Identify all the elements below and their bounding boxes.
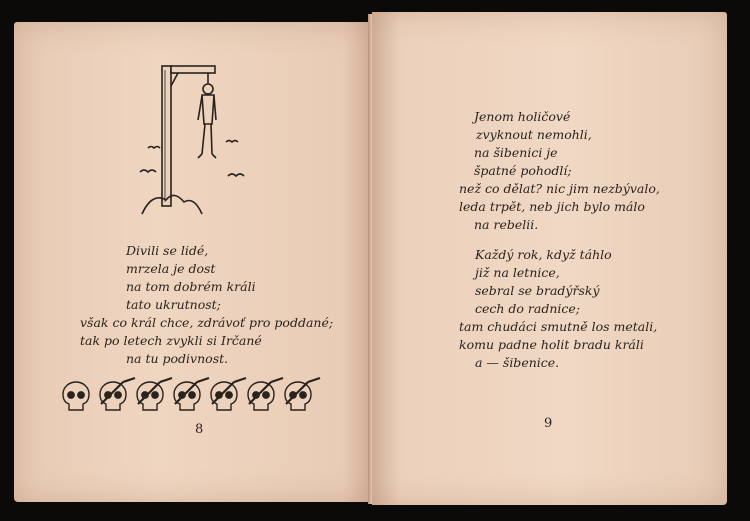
- skull-icon: [285, 378, 320, 410]
- page-number: 9: [544, 416, 553, 431]
- verse-line: sebral se bradýřský: [475, 283, 600, 298]
- verse-line: na tom dobrém králi: [126, 279, 256, 294]
- page-number: 8: [195, 422, 204, 437]
- verse-line: již na letnice,: [475, 265, 560, 280]
- gallows-illustration: [132, 62, 252, 222]
- verse-line: zvyknout nemohli,: [476, 127, 592, 142]
- skulls-border-illustration: [58, 370, 328, 420]
- stanza-1: [459, 108, 660, 234]
- verse-line: však co král chce, zdrávoť pro poddané;: [80, 315, 334, 330]
- stanza-2: [459, 246, 658, 372]
- verse-line: Divili se lidé,: [126, 243, 209, 258]
- verse-line: na rebelii.: [474, 217, 539, 232]
- verse-line: špatné pohodlí;: [474, 163, 572, 178]
- skull-icon: [248, 378, 283, 410]
- verse-line: na šibenici je: [474, 145, 558, 160]
- verse-line: a — šibenice.: [475, 355, 560, 370]
- verse-line: Jenom holičové: [474, 109, 571, 124]
- verse-line: cech do radnice;: [475, 301, 581, 316]
- right-page: [372, 12, 727, 505]
- verse-line: než co dělat? nic jim nezbývalo,: [459, 181, 660, 196]
- verse-line: mrzela je dost: [126, 261, 216, 276]
- verse-line: tato ukrutnost;: [126, 297, 221, 312]
- verse-line: na tu podivnost.: [126, 351, 229, 366]
- skull-icon: [100, 378, 135, 410]
- skull-icon: [137, 378, 172, 410]
- skull-icon: [174, 378, 209, 410]
- verse-line: Každý rok, když táhlo: [475, 247, 612, 262]
- verse-line: tak po letech zvykli si Irčané: [80, 333, 262, 348]
- verse-line: tam chudáci smutně los metali,: [459, 319, 658, 334]
- verse-line: leda trpět, neb jich bylo málo: [459, 199, 645, 214]
- skull-icon: [211, 378, 246, 410]
- left-page: [14, 22, 372, 502]
- verse-line: komu padne holit bradu králi: [459, 337, 644, 352]
- stanza: [80, 242, 334, 368]
- skull-icon: [63, 382, 89, 410]
